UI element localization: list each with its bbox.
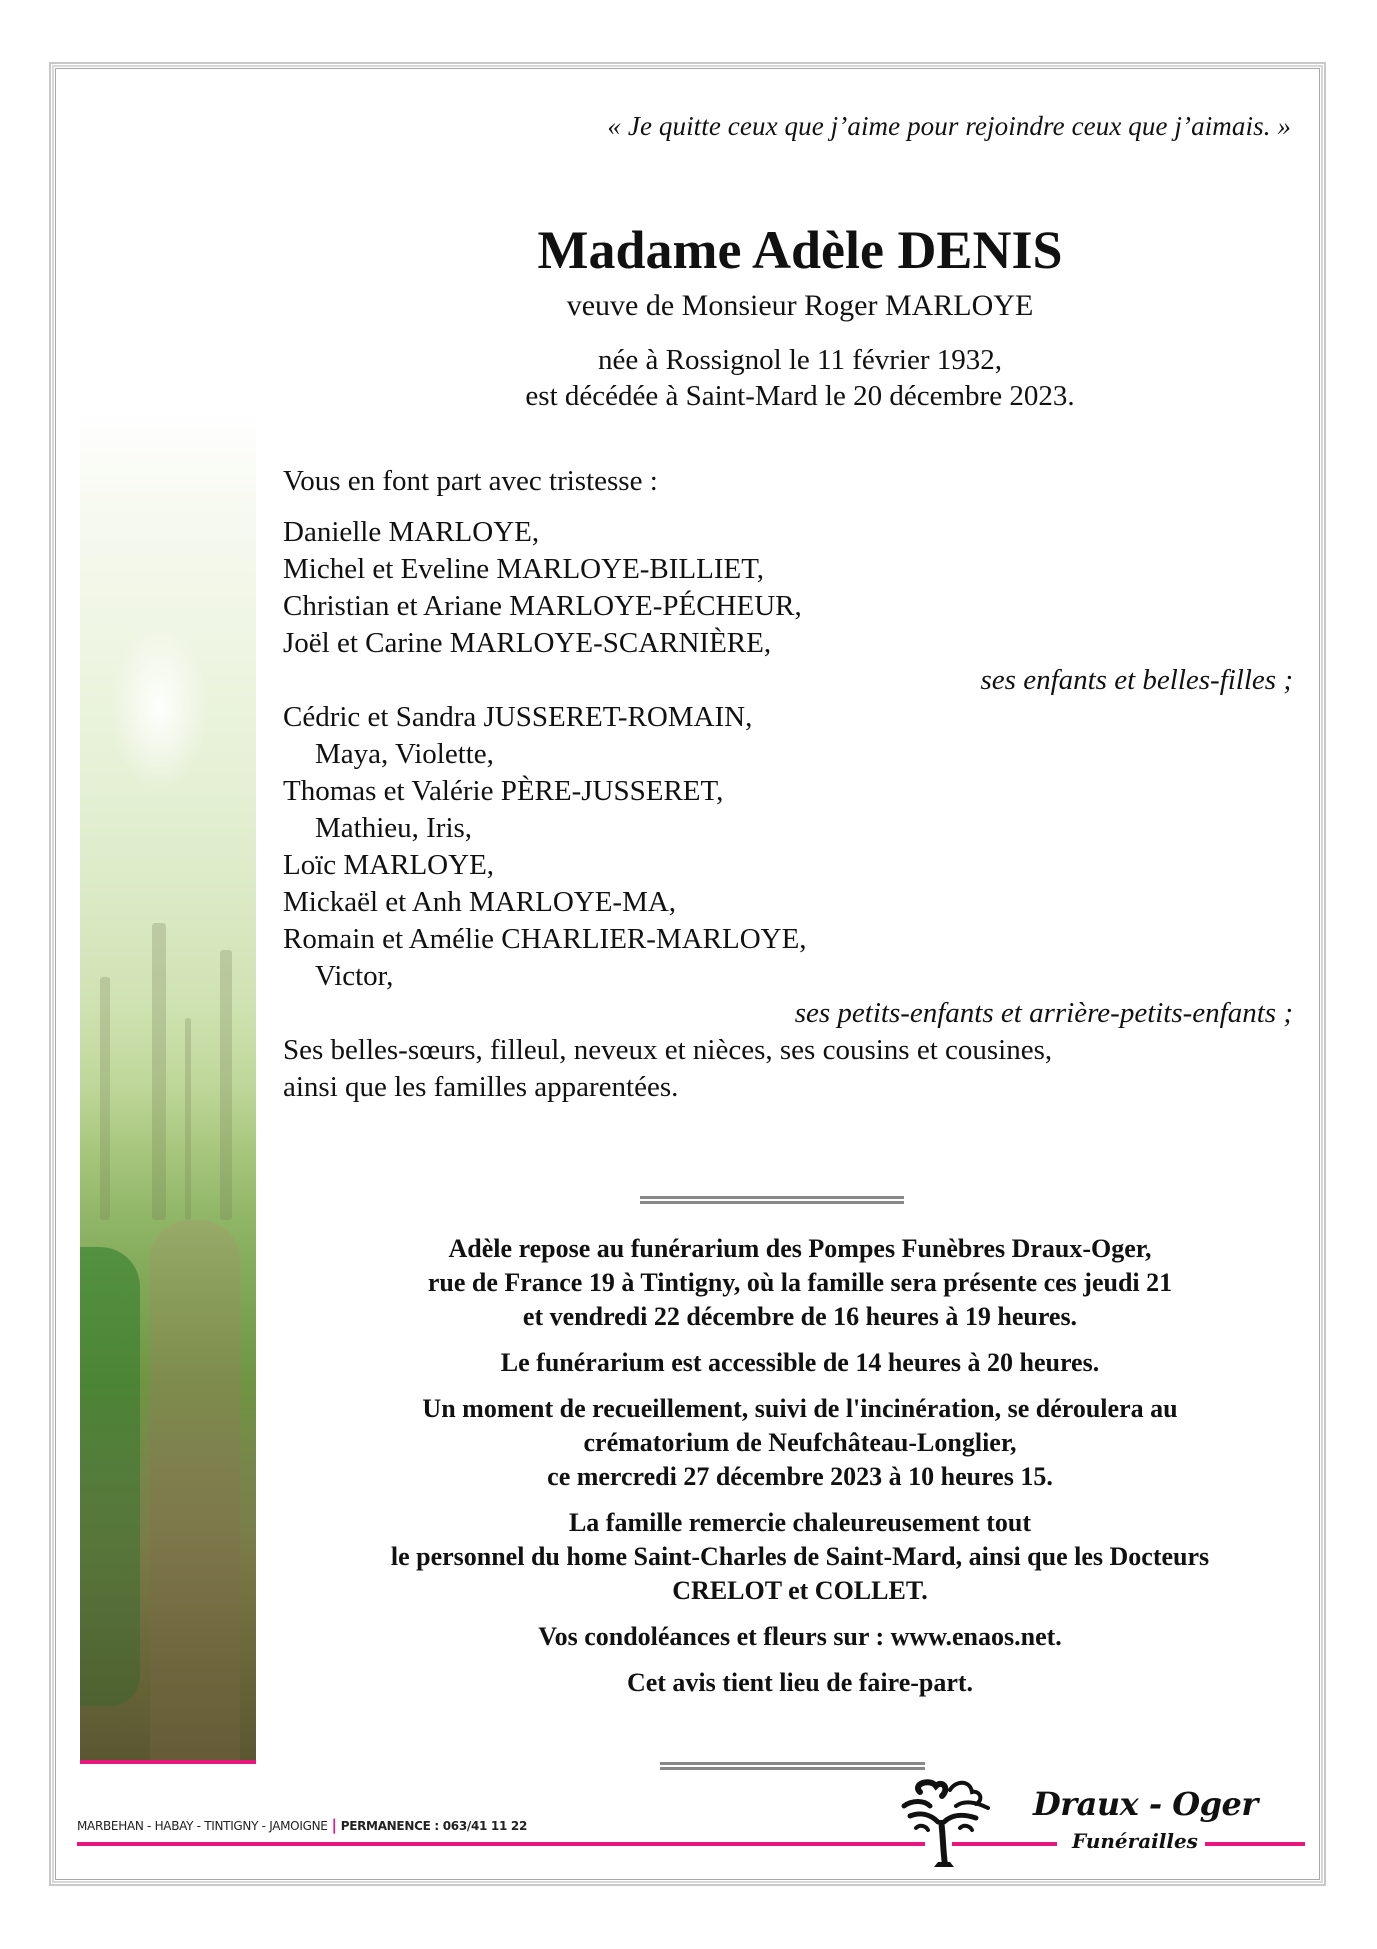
repose-paragraph: [300, 1232, 1300, 1334]
birth-line: née à Rossignol le 11 février 1932,: [597, 344, 1003, 376]
family-member: Romain et Amélie CHARLIER-MARLOYE,: [283, 923, 807, 955]
family-member: Joël et Carine MARLOYE-SCARNIÈRE,: [283, 627, 772, 659]
children-relation: ses enfants et belles-filles ;: [980, 664, 1293, 696]
announcement-intro: Vous en font part avec tristesse :: [283, 465, 658, 497]
double-rule-divider: [640, 1196, 904, 1204]
family-member: Maya, Violette,: [315, 738, 494, 770]
family-member: Christian et Ariane MARLOYE-PÉCHEUR,: [283, 590, 802, 622]
double-rule-divider: [660, 1762, 925, 1770]
notice-line: Cet avis tient lieu de faire-part.: [626, 1668, 974, 1697]
family-member: Michel et Eveline MARLOYE-BILLIET,: [283, 553, 765, 585]
footer-phone: PERMANENCE : 063/41 11 22: [340, 1819, 528, 1833]
extended-family: Ses belles-sœurs, filleul, neveux et nièces, ses cousins et cousines,: [283, 1034, 1053, 1066]
death-line: est décédée à Saint-Mard le 20 décembre 2023.: [525, 380, 1075, 412]
epitaph-quote: « Je quitte ceux que j’aime pour rejoindre ceux que j’aimais. »: [607, 111, 1291, 141]
family-member: Victor,: [315, 960, 394, 992]
info-line: ce mercredi 27 décembre 2023 à 10 heures 15.: [547, 1462, 1053, 1491]
family-member: Mickaël et Anh MARLOYE-MA,: [283, 886, 677, 918]
family-member: Loïc MARLOYE,: [283, 849, 495, 881]
tree-logo-icon: [890, 1770, 1000, 1870]
footer-cities: MARBEHAN - HABAY - TINTIGNY - JAMOIGNE: [77, 1819, 328, 1833]
widow-of: veuve de Monsieur Roger MARLOYE: [566, 289, 1034, 322]
info-line: Un moment de recueillement, suivi de l'incinération, se déroulera au: [422, 1394, 1178, 1423]
extended-family: ainsi que les familles apparentées.: [283, 1071, 679, 1103]
family-member: Danielle MARLOYE,: [283, 516, 540, 548]
footer-contact: [77, 1816, 527, 1834]
grandchildren-relation: ses petits-enfants et arrière-petits-enfants ;: [794, 997, 1293, 1029]
info-line: rue de France 19 à Tintigny, où la famille sera présente ces jeudi 21: [427, 1268, 1173, 1297]
footer-accent-line: [77, 1842, 925, 1846]
info-line: CRELOT et COLLET.: [672, 1576, 928, 1605]
forest-path-image: [80, 410, 256, 1760]
ceremony-paragraph: [300, 1392, 1300, 1494]
footer-separator: |: [331, 1816, 337, 1834]
condolences-link-line[interactable]: Vos condoléances et fleurs sur : www.enaos.net.: [538, 1622, 1062, 1651]
info-line: et vendredi 22 décembre de 16 heures à 19 heures.: [522, 1302, 1078, 1331]
deceased-name: Madame Adèle DENIS: [537, 220, 1063, 280]
thanks-paragraph: [300, 1506, 1300, 1608]
info-line: le personnel du home Saint-Charles de Saint-Mard, ainsi que les Docteurs: [390, 1542, 1210, 1571]
info-line: La famille remercie chaleureusement tout: [568, 1508, 1032, 1537]
deceased-header: [450, 220, 1150, 414]
life-dates: [450, 342, 1150, 414]
family-member: Mathieu, Iris,: [315, 812, 473, 844]
info-line: crématorium de Neufchâteau-Longlier,: [583, 1428, 1017, 1457]
info-line: Adèle repose au funérarium des Pompes Funèbres Draux-Oger,: [448, 1234, 1152, 1263]
funerarium-hours: Le funérarium est accessible de 14 heures à 20 heures.: [500, 1348, 1100, 1377]
grandchildren-list: [283, 699, 1293, 995]
image-accent-bar: [80, 1760, 256, 1764]
family-member: Thomas et Valérie PÈRE-JUSSERET,: [283, 775, 724, 807]
family-announcement: [283, 463, 1293, 1106]
children-list: [283, 514, 1293, 662]
family-member: Cédric et Sandra JUSSERET-ROMAIN,: [283, 701, 753, 733]
brand-name: Draux - Oger: [1033, 1785, 1258, 1823]
footer-accent-line: [1205, 1842, 1305, 1846]
funeral-information: [300, 1232, 1300, 1712]
brand-subtitle: Funérailles: [1068, 1829, 1202, 1853]
